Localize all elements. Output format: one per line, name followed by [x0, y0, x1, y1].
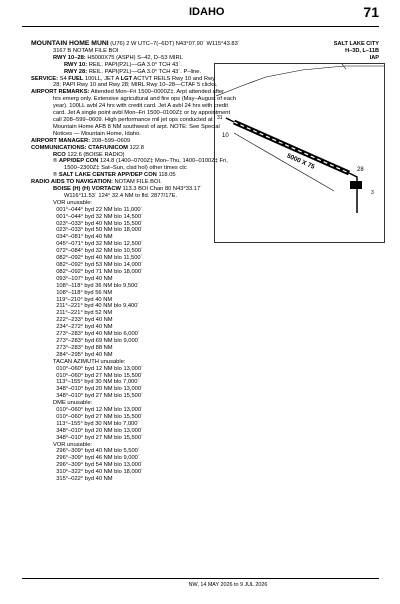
diagram-end-28: 28 — [357, 167, 364, 173]
remarks-line-7: Notices — Mountain Home, Idaho. — [53, 130, 141, 137]
unusable-line: 082°–092° byd 53 NM blo 14,000´ — [53, 262, 143, 268]
unusable-line: 348°–010° byd 27 NM blo 15,500´ — [53, 434, 143, 441]
center-text: 118.05 — [156, 172, 176, 179]
diagram-apron — [350, 181, 362, 189]
unusable-line: 211°–221° byd 52 NM — [53, 310, 113, 317]
app-line-2: 1500–2300Z‡ Sat–Sun, clsd hol) other times ctc — [64, 165, 187, 172]
unusable-line: 082°–092° byd 71 NM blo 18,000´ — [53, 268, 143, 275]
rco-label: RCO — [53, 151, 66, 158]
unusable-line: 296°–309° byd 40 NM blo 5,500´ — [53, 448, 140, 455]
runway-10-text: REIL. PAPI(P2L)—GA 3.0° TCH 43´. — [87, 61, 182, 68]
unusable-line: VOR unusable: — [53, 199, 92, 206]
footer-rule — [22, 578, 379, 579]
radio-aids-text: NOTAM FILE BOI. — [112, 179, 162, 186]
remarks-line-5: call 208–599–0609. High performance mil jet ops conducted at — [53, 116, 213, 123]
unusable-line: 001°–044° byd 22 NM blo 11,000´ — [53, 206, 143, 213]
app-label: APP/DEP CON — [58, 158, 99, 165]
ref-enroute: H–3D, L–11B — [345, 48, 379, 55]
unusable-line: 348°–010° byd 20 NM blo 13,000´ — [53, 427, 143, 434]
unusable-line: 296°–309° byd 46 NM blo 9,000´ — [53, 455, 140, 462]
unusable-line: 113°–155° byd 30 NM blo 7,000´ — [53, 420, 140, 427]
navaid-label: BOISE (H) (H) VORTACW — [53, 186, 121, 193]
unusable-line: 010°–060° byd 12 NM blo 13,000´ — [53, 365, 143, 372]
unusable-line: 273°–283° byd 40 NM blo 6,000´ — [53, 331, 140, 338]
runway-main-label: RWY 10–28: — [53, 54, 86, 61]
remarks-label: AIRPORT REMARKS: — [31, 89, 90, 96]
manager-label: AIRPORT MANAGER: — [31, 137, 91, 144]
ref-sectional: SALT LAKE CITY — [333, 41, 379, 47]
ref-iap: IAP — [369, 55, 379, 62]
rco-text: 122.6 (BOISE RADIO) — [65, 151, 125, 158]
diagram-road-tick — [342, 64, 346, 69]
remarks-text-1: Attended Mon–Fri 1500–0000Z‡. Arpt attended after — [89, 89, 225, 96]
unusable-line: 010°–060° byd 27 NM blo 15,500´ — [53, 413, 143, 420]
diagram-elev-right: 3 — [371, 190, 374, 196]
airport-title-line — [31, 41, 391, 48]
unusable-line: 211°–221° byd 40 NM blo 9,400´ — [53, 303, 140, 310]
unusable-line: 001°–044° byd 32 NM blo 14,500´ — [53, 213, 143, 220]
unusable-line: 234°–272° byd 40 NM — [53, 324, 113, 331]
unusable-line: DME unusable: — [53, 400, 93, 407]
unusable-line: 108°–118° byd 36 NM blo 9,500´ — [53, 282, 140, 289]
page-header — [0, 0, 400, 27]
navaid-line-2: W116°11.53´ 124° 32.4 NM to fld. 2877/17E. — [64, 192, 178, 199]
unusable-line: 119°–210° byd 40 NM — [53, 296, 113, 303]
manager-text: 208–599–0609 — [90, 137, 131, 144]
runway-main-text: H5000X75 (ASPH) S–42, D–53 MIRL — [85, 54, 183, 61]
comms-label: COMMUNICATIONS: — [31, 144, 87, 151]
state-title: IDAHO — [189, 6, 225, 18]
navaid-text: 113.3 BOI Chan 80 N43°33.17´ — [120, 186, 203, 193]
unusable-line: TACAN AZIMUTH unusable: — [53, 358, 126, 365]
unusable-line: 010°–060° byd 12 NM blo 13,000´ — [53, 407, 143, 414]
fuel-label: FUEL — [68, 75, 84, 82]
remarks-line-6: Mountain Home AFB 8 NM southwest of arpt. NOTE: See Special — [53, 123, 220, 130]
unusable-line: 023°–033° byd 40 NM blo 15,500´ — [53, 220, 143, 227]
runway-28-text: REIL. PAPI(P2L)—GA 3.0° TCH 43´. P–line. — [87, 68, 202, 75]
airport-diagram — [214, 63, 385, 243]
unusable-line: 310°–322° byd 40 NM blo 18,000´ — [53, 469, 143, 476]
unusable-line: 273°–283° byd 69 NM blo 9,000´ — [53, 337, 140, 344]
footer-text: NW, 14 MAY 2026 to 9 JUL 2026 — [188, 582, 268, 588]
radio-aids-label: RADIO AIDS TO NAVIGATION: — [31, 179, 113, 186]
unusable-line: 072°–084° byd 32 NM blo 10,500´ — [53, 248, 143, 255]
center-icon: ® — [53, 172, 58, 179]
service-line-2: 28; PAPI Rwy 10 and Rwy 28; MIRL Rwy 10–28—CTAF 5 clicks. — [53, 82, 218, 89]
diagram-elev-left: 31 — [217, 115, 223, 121]
diagram-road — [216, 66, 384, 96]
unusable-line: 296°–309° byd 54 NM blo 13,000´ — [53, 462, 143, 469]
unusable-line: 023°–033° byd 50 NM blo 18,000´ — [53, 227, 143, 234]
diagram-end-10: 10 — [222, 133, 229, 139]
unusable-line: 284°–295° byd 40 NM — [53, 351, 113, 358]
runway-28-label: RWY 28: — [64, 68, 88, 75]
page-number: 71 — [363, 4, 379, 20]
remarks-line-3: year). 100LL avbl 24 hrs with credit card. Jet A avbl 24 hrs with credit — [53, 103, 228, 110]
unusable-line: 348°–010° byd 27 NM blo 15,500´ — [53, 393, 143, 400]
unusable-line: 010°–060° byd 27 NM blo 15,500´ — [53, 372, 143, 379]
airport-name: MOUNTAIN HOME MUNI — [31, 40, 109, 47]
header-rule — [22, 26, 379, 27]
unusable-line: 273°–283° byd 88 NM — [53, 344, 113, 351]
unusable-line: 034°–081° byd 40 NM — [53, 234, 113, 241]
app-text: 124.8 (1400–0700Z‡ Mon–Thu, 1400–0100Z‡ Fri, — [98, 158, 228, 165]
ctaf-text: 122.8 — [127, 144, 144, 151]
unusable-line: 045°–071° byd 32 NM blo 12,500´ — [53, 241, 143, 248]
unusable-line: 113°–155° byd 30 NM blo 7,000´ — [53, 379, 140, 386]
unusable-line: 348°–010° byd 20 NM blo 13,000´ — [53, 386, 143, 393]
unusable-line: 108°–118° byd 56 NM — [53, 289, 113, 296]
unusable-line: 082°–092° byd 40 NM blo 11,500´ — [53, 255, 143, 262]
unusable-line: VOR unusable: — [53, 441, 92, 448]
service-label: SERVICE: — [31, 75, 59, 82]
service-s4: S4 — [58, 75, 69, 82]
app-icon: ® — [53, 158, 58, 165]
runway-main — [31, 55, 391, 62]
lgt-text: ACTVT REILS Rwy 10 and Rwy — [132, 75, 216, 82]
lgt-label: LGT — [120, 75, 133, 82]
remarks-line-4: card. Jet A single point avbl Mon–Fri 1500–0100Z‡ or by appointment — [53, 110, 231, 117]
airport-id-line: (U76) 2 W UTC–7(–6DT) N43°07.90´ W115°43.83´ — [110, 41, 240, 47]
elevation-line: 3167 B NOTAM FILE BOI — [53, 47, 119, 54]
unusable-line: 315°–022° byd 40 NM — [53, 476, 113, 483]
ctaf-label: CTAF/UNICOM — [86, 144, 128, 151]
fuel-text: 100LL, JET A — [83, 75, 121, 82]
unusable-line: 222°–233° byd 40 NM — [53, 317, 113, 324]
unusable-line: 093°–107° byd 40 NM — [53, 275, 113, 282]
page-footer — [0, 582, 400, 588]
runway-10-label: RWY 10: — [64, 61, 88, 68]
remarks-line-2: hrs emerg only. Extensive agricultural and fire ops (May–August of each — [53, 96, 237, 103]
center-label: SALT LAKE CENTER APP/DEP CON — [58, 172, 157, 179]
diagram-runway-length: 5000 X 75 — [285, 152, 316, 171]
